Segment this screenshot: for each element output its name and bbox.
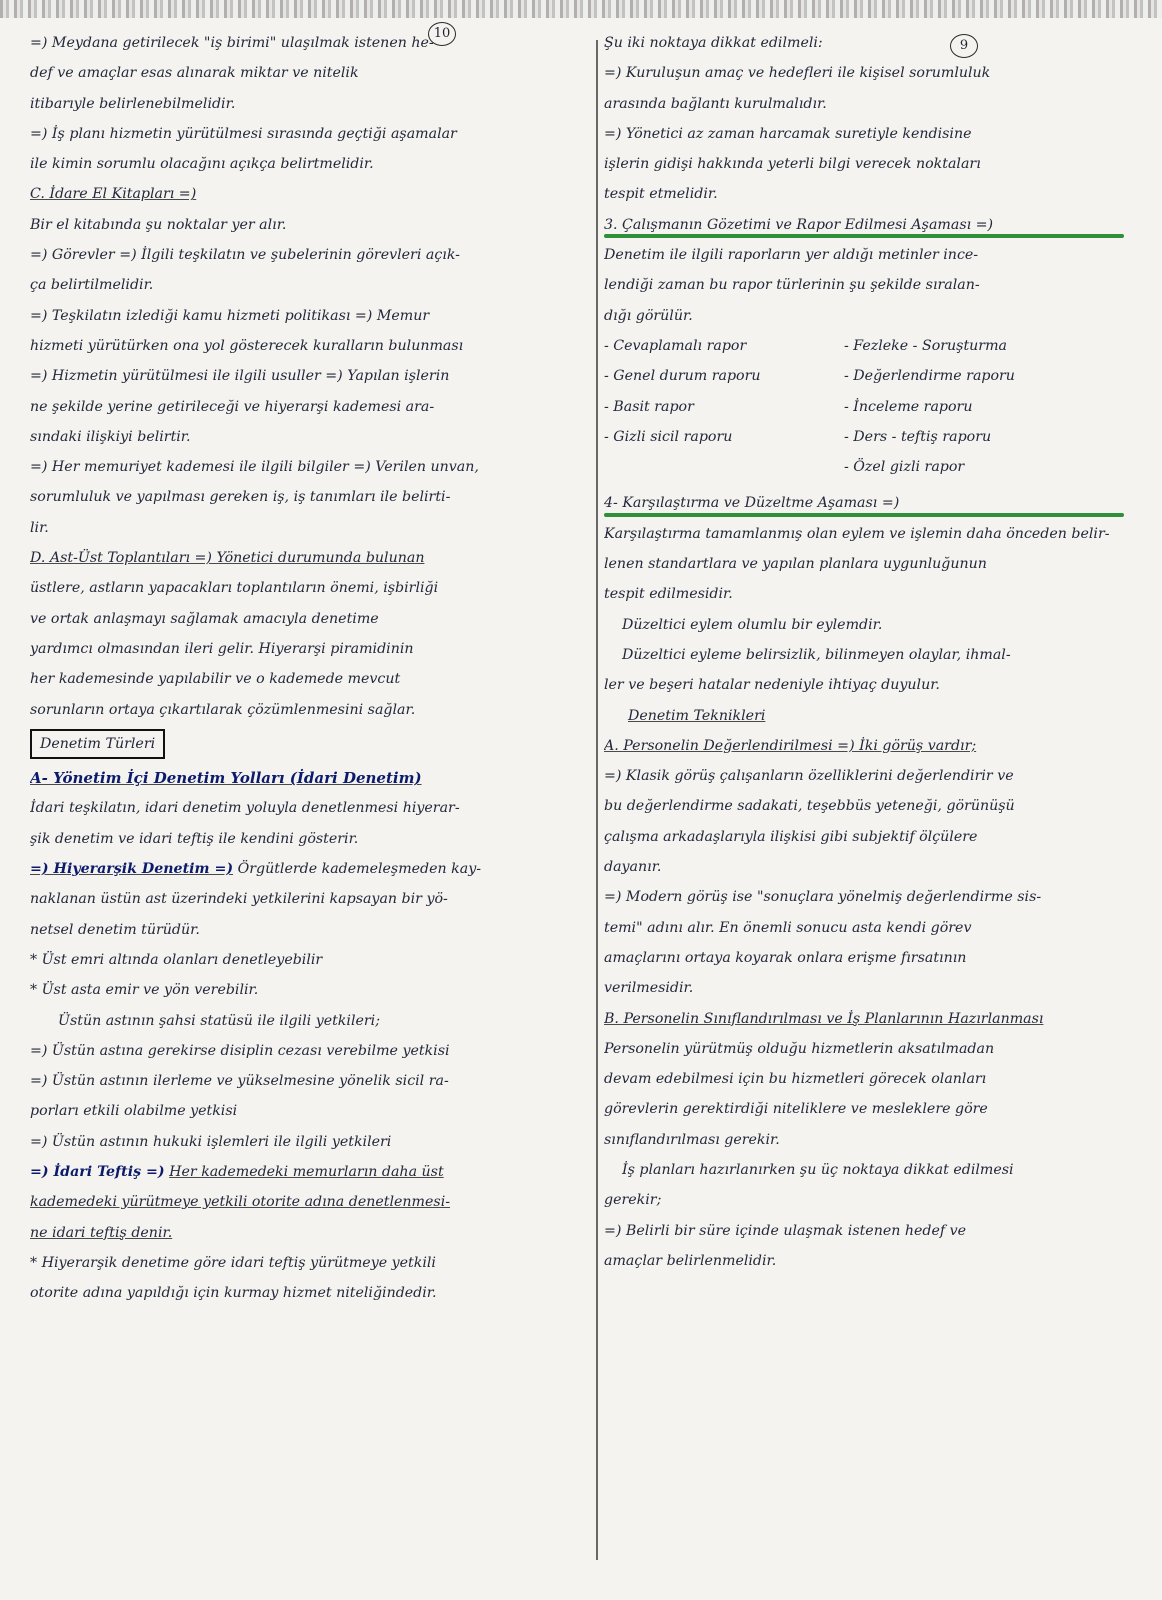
text-line: işlerin gidişi hakkında yeterli bilgi verecek noktaları (604, 156, 981, 173)
hiyerarsik-label: =) Hiyerarşik Denetim =) (30, 861, 234, 878)
text-line: Her kademedeki memurların daha üst (169, 1163, 444, 1180)
hiyerarsik-row (30, 854, 590, 884)
text-line: ve ortak anlaşmayı sağlamak amacıyla denetime (30, 610, 379, 627)
text-line: tespit edilmesidir. (604, 586, 733, 603)
text-line: =) Her memuriyet kademesi ile ilgili bilgiler =) Verilen unvan, (30, 459, 479, 476)
teftis-label: =) İdari Teftiş =) (30, 1163, 165, 1180)
text-line: Karşılaştırma tamamlanmış olan eylem ve işlemin daha önceden belir- (604, 525, 1110, 542)
text-line: hizmeti yürütürken ona yol gösterecek kuralların bulunması (30, 337, 464, 354)
text-line: her kademesinde yapılabilir ve o kademede mevcut (30, 671, 401, 688)
text-line: * Üst asta emir ve yön verebilir. (30, 982, 259, 999)
text-line: =) Kuruluşun amaç ve hedefleri ile kişisel sorumluluk (604, 65, 991, 82)
text-line: =) Üstün astına gerekirse disiplin cezası verebilme yetkisi (30, 1042, 450, 1059)
section-heading-3: 3. Çalışmanın Gözetimi ve Rapor Edilmesi Aşaması =) (604, 216, 994, 233)
text-line: * Hiyerarşik denetime göre idari teftiş yürütmeye yetkili (30, 1254, 436, 1271)
teftis-row (30, 1157, 590, 1187)
text-line: sorumluluk ve yapılması gereken iş, iş tanımları ile belirti- (30, 489, 451, 506)
section-heading-b-right: B. Personelin Sınıflandırılması ve İş Planlarının Hazırlanması (604, 1010, 1044, 1027)
text-line: =) Görevler =) İlgili teşkilatın ve şubelerinin görevleri açık- (30, 247, 460, 264)
text-line: netsel denetim türüdür. (30, 921, 200, 938)
text-line: Düzeltici eylem olumlu bir eylemdir. (622, 616, 883, 633)
page-number-right: 9 (950, 34, 978, 58)
report-item: - Cevaplamalı rapor (604, 337, 747, 354)
text-line: Örgütlerde kademeleşmeden kay- (237, 861, 482, 878)
text-line: Düzeltici eyleme belirsizlik, bilinmeyen olaylar, ihmal- (622, 646, 1011, 663)
text-line: =) Üstün astının ilerleme ve yükselmesine yönelik sicil ra- (30, 1073, 449, 1090)
report-types (604, 331, 1074, 482)
text-line: =) Klasik görüş çalışanların özelliklerini değerlendirir ve (604, 768, 1014, 785)
section-heading-4: 4- Karşılaştırma ve Düzeltme Aşaması =) (604, 495, 900, 512)
report-item: - İnceleme raporu (844, 398, 973, 415)
text-line: porları etkili olabilme yetkisi (30, 1103, 238, 1120)
text-line: Üstün astının şahsi statüsü ile ilgili yetkileri; (58, 1012, 380, 1029)
text-line: =) Hizmetin yürütülmesi ile ilgili usuller =) Yapılan işlerin (30, 368, 450, 385)
boxed-title: Denetim Türleri (30, 729, 165, 759)
report-item: - Fezleke - Soruşturma (844, 337, 1007, 354)
report-item: - Değerlendirme raporu (844, 368, 1015, 385)
text-line: Denetim ile ilgili raporların yer aldığı metinler ince- (604, 247, 979, 264)
text-line: otorite adına yapıldığı için kurmay hizmet niteliğindedir. (30, 1285, 437, 1302)
section-heading-a: A- Yönetim İçi Denetim Yolları (İdari Denetim) (30, 769, 422, 788)
section-heading-a-right: A. Personelin Değerlendirilmesi =) İki görüş vardır; (604, 737, 977, 754)
text-line: görevlerin gerektirdiği niteliklere ve mesleklere göre (604, 1101, 988, 1118)
text-line: amaçlarını ortaya koyarak onlara erişme fırsatının (604, 949, 967, 966)
text-line: tespit etmelidir. (604, 186, 718, 203)
text-line: dayanır. (604, 859, 662, 876)
text-line: üstlere, astların yapacakları toplantıların önemi, işbirliği (30, 580, 439, 597)
teknikler-heading: Denetim Teknikleri (628, 707, 766, 724)
text-line: =) İş planı hizmetin yürütülmesi sırasında geçtiği aşamalar (30, 125, 457, 142)
text-line: yardımcı olmasından ileri gelir. Hiyerarşi piramidinin (30, 640, 414, 657)
text-line: sındaki ilişkiyi belirtir. (30, 428, 191, 445)
text-line: şik denetim ve idari teftiş ile kendini gösterir. (30, 830, 359, 847)
text-line: devam edebilmesi için bu hizmetleri görecek olanları (604, 1071, 987, 1088)
text-line: dığı görülür. (604, 307, 693, 324)
report-item: - Basit rapor (604, 398, 694, 415)
text-line: Şu iki noktaya dikkat edilmeli: (604, 35, 823, 51)
text-line: lendiği zaman bu rapor türlerinin şu şekilde sıralan- (604, 277, 980, 294)
text-line: kademedeki yürütmeye yetkili otorite adına denetlenmesi- (30, 1194, 451, 1211)
report-item: - Ders - teftiş raporu (844, 428, 992, 445)
text-line: * Üst emri altında olanları denetleyebilir (30, 951, 323, 968)
text-line: Personelin yürütmüş olduğu hizmetlerin aksatılmadan (604, 1040, 995, 1057)
text-line: gerekir; (604, 1192, 662, 1209)
text-line: sınıflandırılması gerekir. (604, 1131, 780, 1148)
text-line: =) Modern görüş ise "sonuçlara yönelmiş değerlendirme sis- (604, 889, 1042, 906)
text-line: ça belirtilmelidir. (30, 277, 154, 294)
text-line: ile kimin sorumlu olacağını açıkça belirtmelidir. (30, 156, 374, 173)
text-line: verilmesidir. (604, 980, 694, 997)
left-page (30, 28, 590, 1308)
text-line: ler ve beşeri hatalar nedeniyle ihtiyaç duyulur. (604, 677, 940, 694)
text-line: Bir el kitabında şu noktalar yer alır. (30, 216, 287, 233)
text-line: bu değerlendirme sadakati, teşebbüs yeteneği, görünüşü (604, 798, 1015, 815)
text-line: lir. (30, 519, 49, 536)
report-list-right (844, 331, 1074, 482)
right-page (604, 28, 1124, 1276)
text-line: sorunların ortaya çıkartılarak çözümlenmesini sağlar. (30, 701, 416, 718)
text-line: naklanan üstün ast üzerindeki yetkilerini kapsayan bir yö- (30, 891, 448, 908)
text-line: lenen standartlara ve yapılan planlara uygunluğunun (604, 556, 987, 573)
text-line: =) Belirli bir süre içinde ulaşmak istenen hedef ve (604, 1222, 967, 1239)
boxed-title-row (30, 729, 590, 759)
column-divider (596, 40, 598, 1560)
text-line: İdari teşkilatın, idari denetim yoluyla denetlenmesi hiyerar- (30, 800, 460, 817)
page-number-left: 10 (428, 22, 456, 46)
section-heading-d: D. Ast-Üst Toplantıları =) Yönetici durumunda bulunan (30, 550, 425, 567)
text-line: arasında bağlantı kurulmalıdır. (604, 95, 827, 112)
section-heading-c: C. İdare El Kitapları =) (30, 186, 197, 203)
text-line: =) Meydana getirilecek "iş birimi" ulaşılmak istenen he- (30, 35, 434, 51)
text-line: temi" adını alır. En önemli sonucu asta kendi görev (604, 919, 972, 936)
text-line: =) Yönetici az zaman harcamak suretiyle kendisine (604, 125, 972, 142)
text-line: def ve amaçlar esas alınarak miktar ve nitelik (30, 65, 359, 82)
text-line: çalışma arkadaşlarıyla ilişkisi gibi subjektif ölçülere (604, 828, 978, 845)
report-item: - Özel gizli rapor (844, 459, 965, 476)
text-line: itibarıyle belirlenebilmelidir. (30, 95, 236, 112)
report-item: - Genel durum raporu (604, 368, 761, 385)
text-line: amaçlar belirlenmelidir. (604, 1252, 777, 1269)
text-line: ne idari teftiş denir. (30, 1224, 173, 1241)
text-line: İş planları hazırlanırken şu üç noktaya dikkat edilmesi (622, 1161, 1014, 1178)
text-line: ne şekilde yerine getirileceği ve hiyerarşi kademesi ara- (30, 398, 435, 415)
text-line: =) Teşkilatın izlediği kamu hizmeti politikası =) Memur (30, 307, 430, 324)
text-line: =) Üstün astının hukuki işlemleri ile ilgili yetkileri (30, 1133, 392, 1150)
report-list-left (604, 331, 834, 482)
report-item: - Gizli sicil raporu (604, 428, 733, 445)
